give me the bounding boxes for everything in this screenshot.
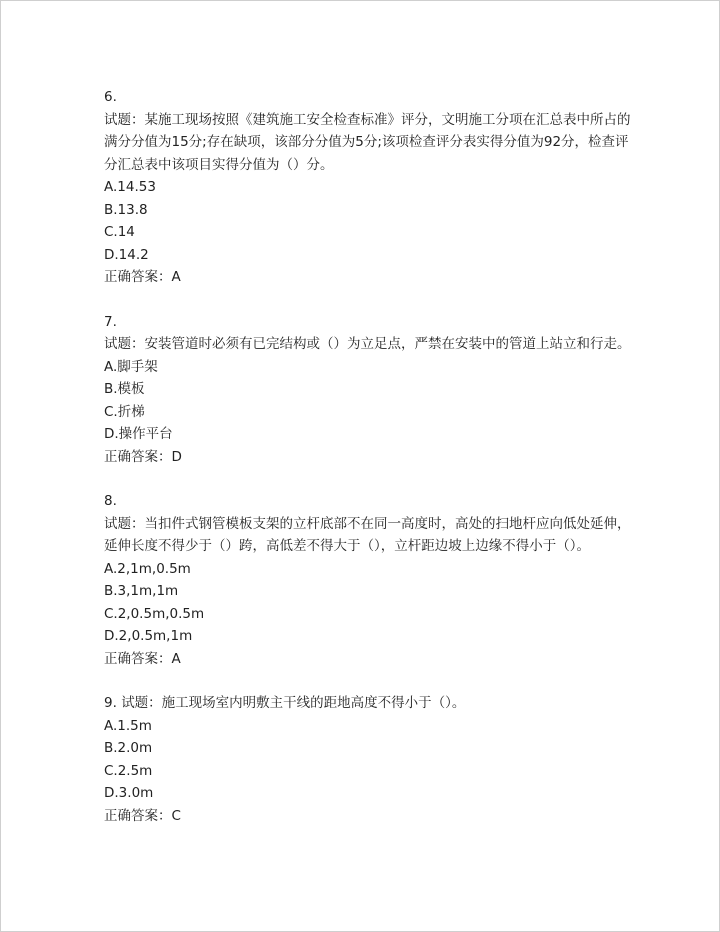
option-d: D.3.0m bbox=[104, 785, 154, 801]
question-stem-line: 满分分值为15分;存在缺项，该部分分值为5分;该项检查评分表实得分值为92分，检查评 bbox=[104, 134, 629, 150]
document-body bbox=[104, 86, 631, 849]
question-stem-line: 试题：某施工现场按照《建筑施工安全检查标准》评分，文明施工分项在汇总表中所占的 bbox=[104, 111, 631, 128]
question-stem-line: 试题：安装管道时必须有已完结构或（）为立足点，严禁在安装中的管道上站立和行走。 bbox=[104, 336, 631, 352]
question-stem-line: 试题：当扣件式钢管模板支架的立杆底部不在同一高度时，高处的扫地杆应向低处延伸， bbox=[104, 515, 631, 532]
option-c: C.折梯 bbox=[104, 403, 145, 420]
option-a: A.2,1m,0.5m bbox=[104, 560, 191, 577]
option-c: C.14 bbox=[104, 224, 135, 240]
option-b: B.2.0m bbox=[104, 740, 153, 756]
option-a: A.14.53 bbox=[104, 179, 156, 195]
question-8 bbox=[104, 490, 631, 670]
option-c: C.2.5m bbox=[104, 762, 153, 779]
option-d: D.操作平台 bbox=[104, 426, 173, 442]
option-b: B.3,1m,1m bbox=[104, 583, 179, 599]
question-stem-line: 分汇总表中该项目实得分值为（）分。 bbox=[104, 156, 334, 173]
question-9 bbox=[104, 692, 618, 827]
question-6 bbox=[104, 86, 631, 289]
option-d: D.14.2 bbox=[104, 246, 149, 263]
option-a: A.1.5m bbox=[104, 717, 152, 734]
option-b: B.13.8 bbox=[104, 201, 148, 218]
option-d: D.2,0.5m,1m bbox=[104, 628, 193, 644]
option-b: B.模板 bbox=[104, 381, 145, 397]
question-number: 8. bbox=[104, 493, 117, 509]
option-a: A.脚手架 bbox=[104, 358, 158, 375]
correct-answer: 正确答案：C bbox=[104, 807, 181, 824]
question-number: 6. bbox=[104, 89, 117, 105]
question-number: 9. bbox=[104, 695, 117, 711]
question-number: 7. bbox=[104, 313, 117, 330]
correct-answer: 正确答案：A bbox=[104, 650, 181, 667]
question-stem-line: 试题：施工现场室内明敷主干线的距地高度不得小于（）。 bbox=[121, 695, 466, 711]
question-heading bbox=[104, 692, 618, 715]
correct-answer: 正确答案：A bbox=[104, 269, 181, 285]
correct-answer: 正确答案：D bbox=[104, 448, 182, 465]
option-c: C.2,0.5m,0.5m bbox=[104, 605, 205, 622]
question-7 bbox=[104, 311, 631, 469]
question-stem-line: 延伸长度不得少于（）跨，高低差不得大于（），立杆距边坡上边缘不得小于（）。 bbox=[104, 538, 590, 554]
